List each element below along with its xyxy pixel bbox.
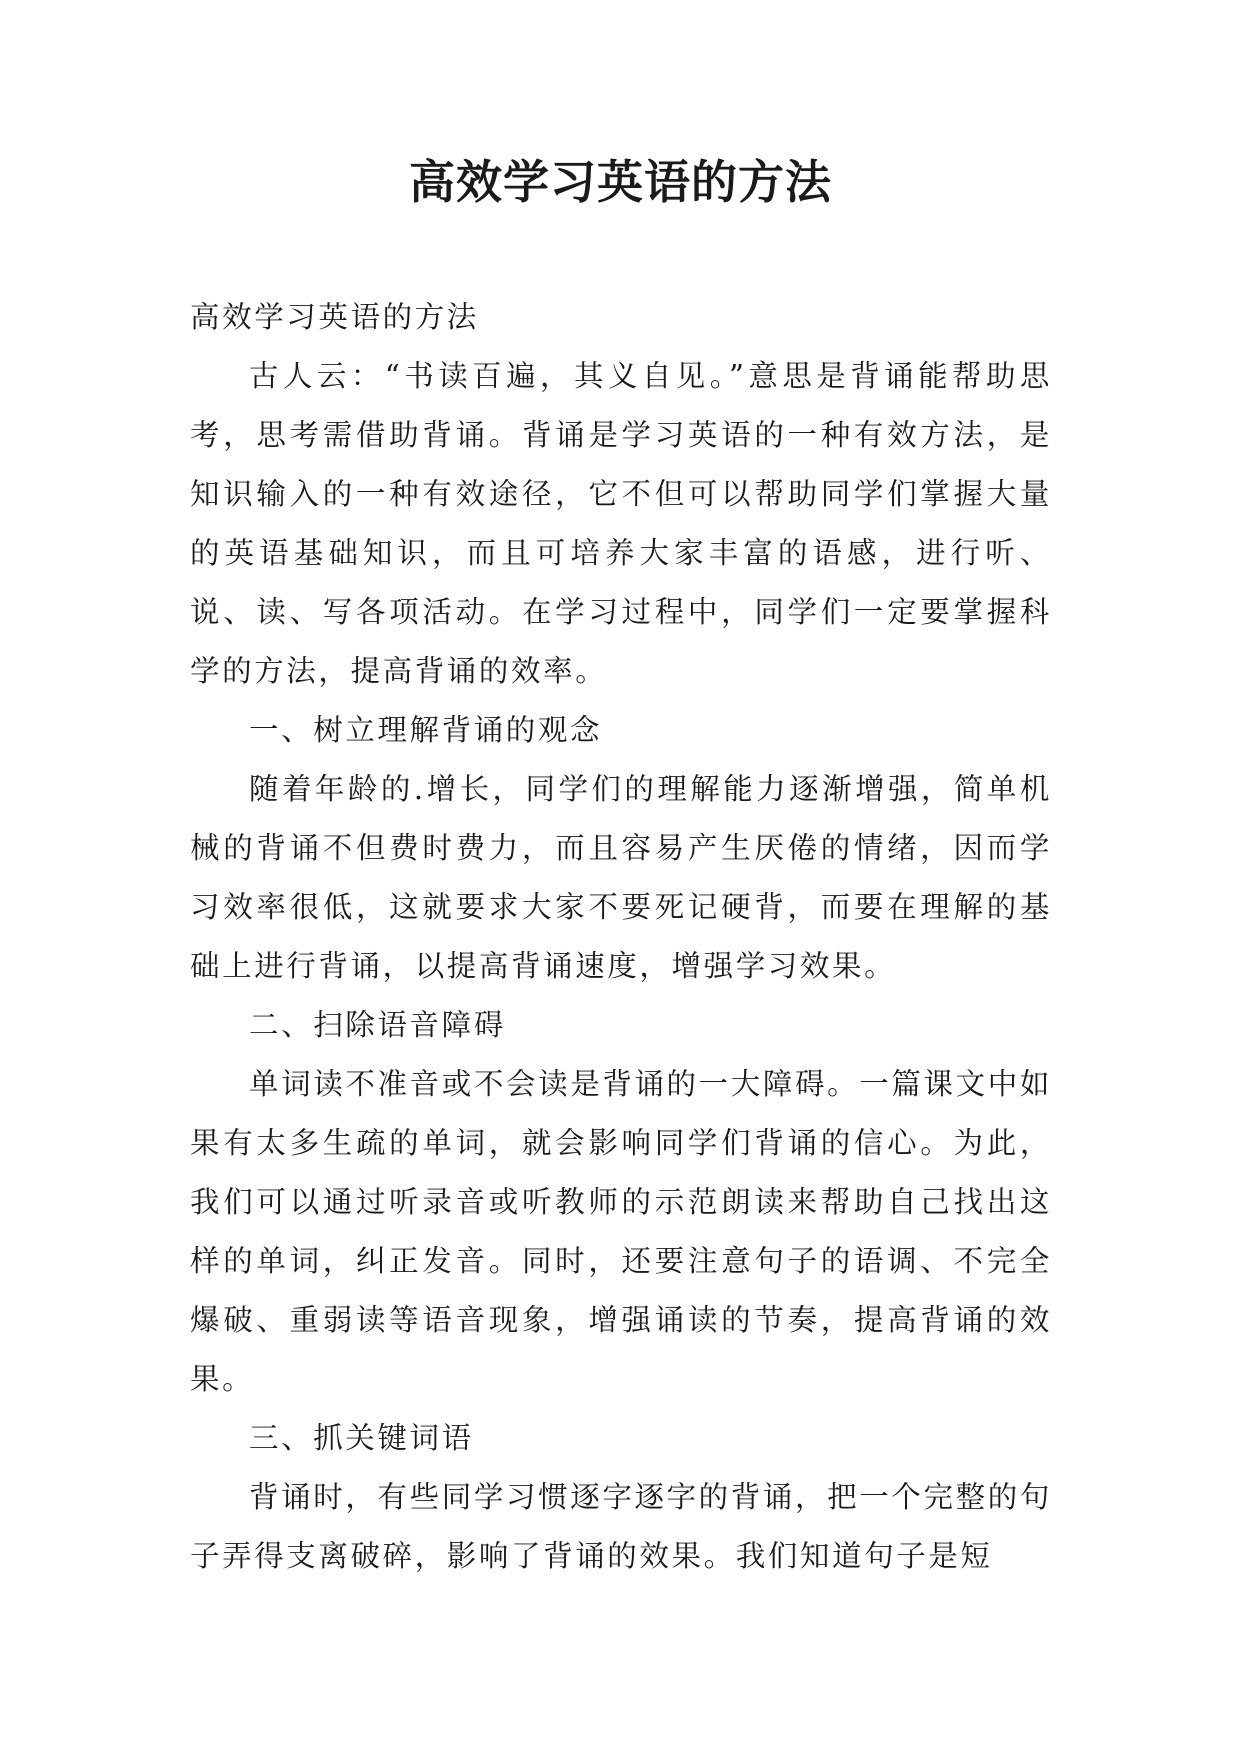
paragraph-section-2: 单词读不准音或不会读是背诵的一大障碍。一篇课文中如果有太多生疏的单词，就会影响同学们背诵的信心。为此，我们可以通过听录音或听教师的示范朗读来帮助自己找出这样的单词，纠正发音。同时，还要注意句子的语调、不完全爆破、重弱读等语音现象，增强诵读的节奏，提高背诵的效果。: [190, 1067, 1052, 1396]
paragraph-intro: 古人云：“书读百遍，其义自见。”意思是背诵能帮助思考，思考需借助背诵。背诵是学习英语的一种有效方法，是知识输入的一种有效途径，它不但可以帮助同学们掌握大量的英语基础知识，而且可培养大家丰富的语感，进行听、说、读、写各项活动。在学习过程中，同学们一定要掌握科学的方法，提高背诵的效率。: [190, 359, 1052, 688]
paragraph-section-1: 随着年龄的.增长，同学们的理解能力逐渐增强，简单机械的背诵不但费时费力，而且容易产生厌倦的情绪，因而学习效率很低，这就要求大家不要死记硬背，而要在理解的基础上进行背诵，以提高背诵速度，增强学习效果。: [190, 772, 1052, 983]
document-body: [190, 288, 1052, 1586]
document-title: 高效学习英语的方法: [409, 155, 832, 209]
paragraph-section-3: 背诵时，有些同学习惯逐字逐字的背诵，把一个完整的句子弄得支离破碎，影响了背诵的效果。我们知道句子是短: [190, 1480, 1052, 1573]
section-heading-3: 三、抓关键词语: [249, 1421, 474, 1455]
section-heading-1: 一、树立理解背诵的观念: [249, 713, 603, 747]
document-subtitle: 高效学习英语的方法: [190, 300, 479, 334]
section-heading-2: 二、扫除语音障碍: [249, 1008, 506, 1042]
